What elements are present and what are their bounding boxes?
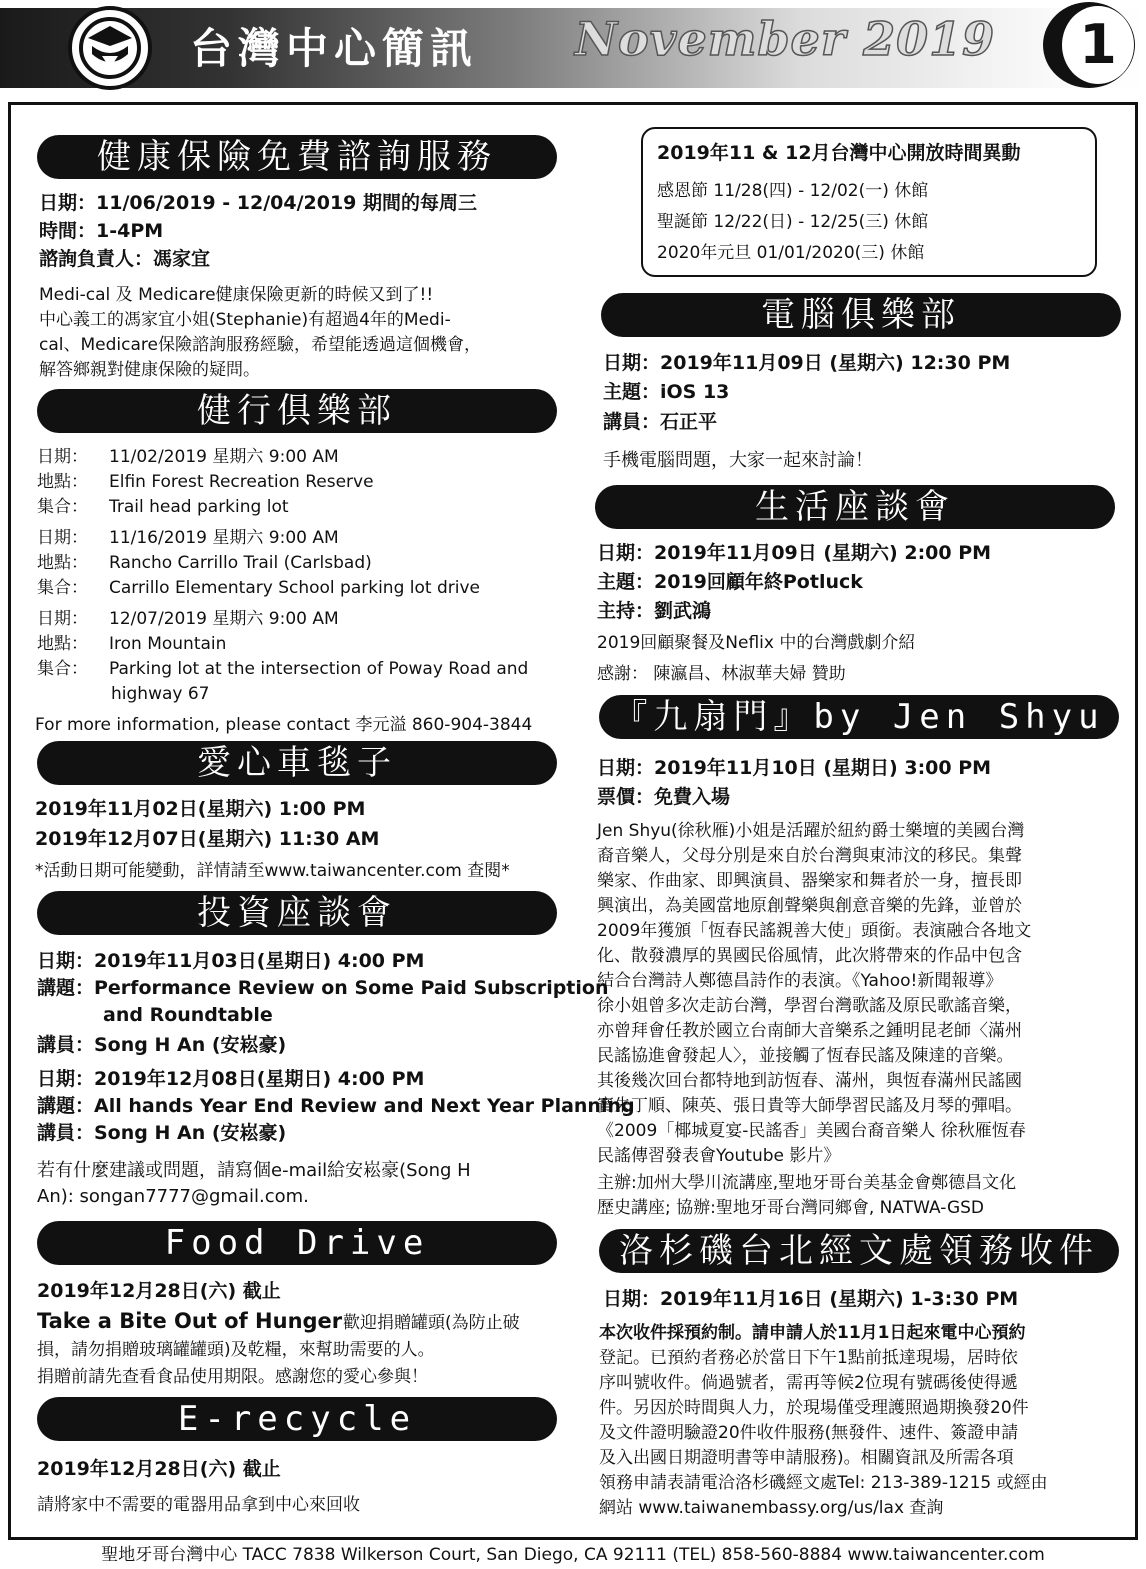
consulate-banner: 洛杉磯台北經文處領務收件 (599, 1229, 1119, 1273)
consulate-body-line: 及文件證明驗證20件收件服務(無發件、速件、簽證申請 (599, 1423, 1019, 1443)
erecycle-banner: E-recycle (37, 1397, 557, 1441)
jenshyu-body-line: 2009年獲頒「恆春民謠親善大使」頭銜。表演融合各地文 (597, 921, 1032, 941)
hike-date-label: 日期： (37, 609, 88, 629)
health-body-line: cal、Medicare保險諮詢服務經驗，希望能透過這個機會， (39, 335, 481, 355)
life-thanks: 感謝： 陳瀛昌、林淑華夫婦 贊助 (597, 664, 846, 684)
erecycle-body: 請將家中不需要的電器用品拿到中心來回收 (37, 1495, 360, 1515)
consulate-body-line: 領務申請表請電洽洛杉磯經文處Tel: 213-389-1215 或經由 (599, 1473, 1048, 1493)
erecycle-deadline: 2019年12月28日(六) 截止 (37, 1458, 281, 1480)
food-line: 捐贈前請先查看食品使用期限。感謝您的愛心參與！ (37, 1367, 428, 1387)
computer-topic: 主題：iOS 13 (603, 381, 730, 403)
food-line: 損，請勿捐贈玻璃罐罐頭)及乾糧，來幫助需要的人。 (37, 1340, 435, 1360)
computer-banner: 電腦俱樂部 (601, 293, 1121, 337)
food-banner: Food Drive (37, 1221, 557, 1265)
health-body-line: 解答鄉親對健康保險的疑問。 (39, 360, 260, 380)
consulate-body-line: 網站 www.taiwanembassy.org/us/lax 查詢 (599, 1498, 944, 1518)
jenshyu-date: 日期：2019年11月10日 (星期日) 3:00 PM (597, 757, 992, 779)
hike-meet: Carrillo Elementary School parking lot drive (109, 578, 480, 598)
hike-place-label: 地點： (37, 634, 88, 654)
hours-title: 2019年11 & 12月台灣中心開放時間異動 (657, 142, 1021, 164)
hike-date: 12/07/2019 星期六 9:00 AM (109, 609, 339, 629)
food-line: 歡迎捐贈罐頭(為防止破 (343, 1313, 520, 1333)
life-topic: 主題：2019回顧年終Potluck (597, 571, 863, 593)
health-body-line: Medi-cal 及 Medicare健康保險更新的時候又到了!! (39, 285, 434, 305)
consulate-body-line: 及入出國日期證明書等申請服務)。相關資訊及所需各項 (599, 1448, 1014, 1468)
jenshyu-body-line: Jen Shyu(徐秋雁)小姐是活躍於紐約爵士樂壇的美國台灣 (597, 821, 1025, 841)
hours-row: 聖誕節 12/22(日) - 12/25(三) 休館 (657, 212, 929, 232)
hike-place: Elfin Forest Recreation Reserve (109, 472, 374, 492)
life-date: 日期：2019年11月09日 (星期六) 2:00 PM (597, 542, 992, 564)
hiking-contact: For more information, please contact 李元溢 860-904-3844 (35, 715, 533, 735)
invest-banner: 投資座談會 (37, 891, 557, 935)
invest-s1-topic-cont: and Roundtable (103, 1004, 273, 1026)
invest-note: 若有什麼建議或問題，請寫個e-mail給安崧豪(Song H (37, 1160, 471, 1181)
blanket-line: 2019年12月07日(星期六) 11:30 AM (35, 828, 380, 850)
invest-s1-date: 日期：2019年11月03日(星期日) 4:00 PM (37, 950, 425, 972)
hike-meet: Trail head parking lot (109, 497, 289, 517)
invest-s2-speaker: 講員：Song H An (安崧豪) (37, 1122, 287, 1144)
hours-row: 2020年元旦 01/01/2020(三) 休館 (657, 243, 925, 263)
jenshyu-body-line: 歷史講座; 協辦:聖地牙哥台灣同鄉會, NATWA-GSD (597, 1198, 985, 1218)
blanket-banner: 愛心車毯子 (37, 741, 557, 785)
jenshyu-body-line: 寶朱丁順、陳英、張日貴等大師學習民謠及月琴的彈唱。 (597, 1096, 1022, 1116)
life-banner: 生活座談會 (595, 485, 1115, 529)
hours-notice-box (641, 127, 1097, 277)
invest-note: An): songan7777@gmail.com. (37, 1186, 309, 1207)
hike-meet-label: 集合： (37, 497, 88, 517)
consulate-body-line: 件。另因於時間與人力，於現場僅受理護照過期換發20件 (599, 1398, 1029, 1418)
masthead (0, 0, 1146, 92)
hike-date-label: 日期： (37, 447, 88, 467)
jenshyu-body-line: 其後幾次回台都特地到訪恆春、滿州，與恆春滿州民謠國 (597, 1071, 1022, 1091)
consulate-body-line: 序叫號收件。倘過號者，需再等候2位現有號碼後使得遞 (599, 1373, 1018, 1393)
hike-meet-label: 集合： (37, 578, 88, 598)
page-number: 1 (1062, 6, 1134, 84)
hike-place-label: 地點： (37, 472, 88, 492)
food-lead: Take a Bite Out of Hunger (37, 1309, 343, 1333)
health-banner: 健康保險免費諮詢服務 (37, 135, 557, 179)
jenshyu-body-line: 亦曾拜會任教於國立台南師大音樂系之鍾明昆老師〈滿州 (597, 1021, 1022, 1041)
health-time: 時間：1-4PM (39, 220, 164, 242)
hike-meet-label: 集合： (37, 659, 88, 679)
blanket-line: 2019年11月02日(星期六) 1:00 PM (35, 798, 366, 820)
hike-date-label: 日期： (37, 528, 88, 548)
invest-s1-speaker: 講員：Song H An (安崧豪) (37, 1034, 287, 1056)
jenshyu-body-line: 興演出，為美國當地原創聲樂與創意音樂的先鋒，並曾於 (597, 896, 1022, 916)
jenshyu-banner: 『九扇門』by Jen Shyu (599, 695, 1119, 739)
blanket-note: *活動日期可能變動，詳情請至www.taiwancenter.com 查閱* (35, 861, 510, 881)
computer-date: 日期：2019年11月09日 (星期六) 12:30 PM (603, 352, 1011, 374)
hike-place: Rancho Carrillo Trail (Carlsbad) (109, 553, 372, 573)
taiwan-center-logo (68, 6, 152, 90)
hike-date: 11/02/2019 星期六 9:00 AM (109, 447, 339, 467)
computer-speaker: 講員：石正平 (603, 411, 718, 433)
jenshyu-body-line: 裔音樂人，父母分別是來自於台灣與東沛汶的移民。集聲 (597, 846, 1022, 866)
hiking-banner: 健行俱樂部 (37, 389, 557, 433)
logo-emblem-icon (78, 16, 142, 80)
hike-meet: Parking lot at the intersection of Poway Road and (109, 659, 529, 679)
footer-address: 聖地牙哥台灣中心 TACC 7838 Wilkerson Court, San Diego, CA 92111 (TEL) 858-560-8884 www.taiwancenter.com (101, 1545, 1045, 1565)
invest-s2-topic: 講題：All hands Year End Review and Next Year Planning (37, 1095, 635, 1117)
jenshyu-body-line: 民謠傳習發表會Youtube 影片》 (597, 1146, 841, 1166)
hike-meet-cont: highway 67 (111, 684, 210, 704)
hike-place: Iron Mountain (109, 634, 227, 654)
jenshyu-body-line: 主辦:加州大學川流講座,聖地牙哥台美基金會鄭德昌文化 (597, 1173, 1017, 1193)
consulate-date: 日期：2019年11月16日 (星期六) 1-3:30 PM (603, 1288, 1019, 1310)
jenshyu-body-line: 結合台灣詩人鄭德昌詩作的表演。《Yahoo!新聞報導》 (597, 971, 1003, 991)
health-date: 日期：11/06/2019 - 12/04/2019 期間的每周三 (39, 192, 478, 214)
jenshyu-body-line: 《2009「椰城夏宴-民謠香」美國台裔音樂人 徐秋雁恆春 (597, 1121, 1026, 1141)
hike-place-label: 地點： (37, 553, 88, 573)
consulate-body-line: 登記。已預約者務必於當日下午1點前抵達現場，居時依 (599, 1348, 1018, 1368)
invest-s2-date: 日期：2019年12月08日(星期日) 4:00 PM (37, 1068, 425, 1090)
computer-body: 手機電腦問題，大家一起來討論！ (603, 450, 873, 471)
hike-date: 11/16/2019 星期六 9:00 AM (109, 528, 339, 548)
content-frame (8, 102, 1138, 1540)
jenshyu-body-line: 樂家、作曲家、即興演員、器樂家和舞者於一身，擅長即 (597, 871, 1022, 891)
jenshyu-body-line: 民謠協進會發起人〉，並接觸了恆春民謠及陳達的音樂。 (597, 1046, 1014, 1066)
jenshyu-body-line: 徐小姐曾多次走訪台灣，學習台灣歌謠及原民歌謠音樂， (597, 996, 1022, 1016)
jenshyu-body-line: 化、散發濃厚的異國民俗風情，此次將帶來的作品中包含 (597, 946, 1022, 966)
invest-s1-topic: 講題：Performance Review on Some Paid Subscription (37, 977, 609, 999)
life-host: 主持：劉武鴻 (597, 600, 712, 622)
consulate-body-line: 本次收件採預約制。請申請人於11月1日起來電中心預約 (599, 1323, 1026, 1343)
hours-row: 感恩節 11/28(四) - 12/02(一) 休館 (657, 181, 929, 201)
newsletter-title: 台灣中心簡訊 (190, 24, 479, 73)
life-body: 2019回顧聚餐及Neflix 中的台灣戲劇介紹 (597, 633, 916, 653)
health-contact: 諮詢負責人：馮家宜 (39, 248, 211, 270)
jenshyu-ticket: 票價：免費入場 (597, 786, 731, 808)
health-body-line: 中心義工的馮家宜小姐(Stephanie)有超過4年的Medi- (39, 310, 451, 330)
issue-month: November 2019 (575, 12, 996, 66)
food-deadline: 2019年12月28日(六) 截止 (37, 1280, 281, 1302)
